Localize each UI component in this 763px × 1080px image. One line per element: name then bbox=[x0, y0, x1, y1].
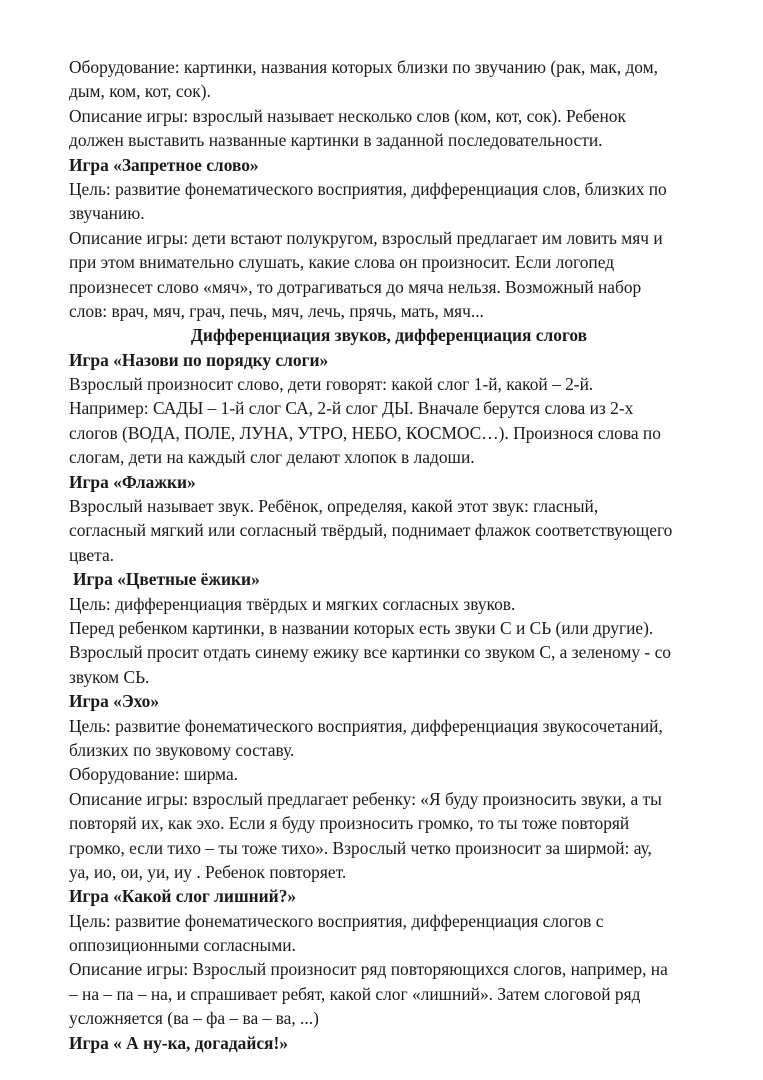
text-line: Например: САДЫ – 1-й слог СА, 2-й слог ДЫ. Вначале берутся слова из 2-х bbox=[69, 398, 634, 419]
text-line: оппозиционными согласными. bbox=[69, 935, 296, 956]
text-line: повторяй их, как эхо. Если я буду произносить громко, то ты тоже повторяй bbox=[69, 813, 630, 834]
text-line: Цель: развитие фонематического восприятия, дифференциация слогов с bbox=[69, 910, 604, 931]
game-heading: Игра «Какой слог лишний?» bbox=[69, 886, 297, 907]
text-line: Цель: развитие фонематического восприятия, дифференциация слов, близких по bbox=[69, 178, 667, 199]
text-line: Оборудование: картинки, названия которых близки по звучанию (рак, мак, дом, bbox=[69, 57, 659, 77]
text-line: произнесет слово «мяч», то дотрагиваться до мяча нельзя. Возможный набор bbox=[69, 276, 642, 297]
game-heading: Игра «Цветные ёжики» bbox=[73, 569, 260, 590]
document-page bbox=[69, 55, 709, 1055]
text-line: громко, если тихо – ты тоже тихо». Взрослый четко произносит за ширмой: ау, bbox=[69, 837, 652, 858]
text-line: слогам, дети на каждый слог делают хлопок в ладоши. bbox=[69, 447, 475, 468]
text-line: звуком СЬ. bbox=[69, 666, 150, 687]
text-line: Взрослый просит отдать синему ежику все картинки со звуком С, а зеленому - со bbox=[69, 642, 671, 663]
text-line: – на – па – на, и спрашивает ребят, какой слог «лишний». Затем слоговой ряд bbox=[69, 983, 641, 1004]
text-line: слов: врач, мяч, грач, печь, мяч, лечь, прячь, мать, мяч... bbox=[69, 300, 484, 321]
text-line: Описание игры: взрослый предлагает ребенку: «Я буду произносить звуки, а ты bbox=[69, 788, 662, 809]
text-line: Цель: развитие фонематического восприятия, дифференциация звукосочетаний, bbox=[69, 715, 663, 736]
game-heading: Игра «Назови по порядку слоги» bbox=[69, 349, 329, 370]
game-heading: Игра «Эхо» bbox=[69, 691, 160, 712]
text-line: Описание игры: взрослый называет несколько слов (ком, кот, сок). Ребенок bbox=[69, 105, 626, 126]
text-line: Взрослый произносит слово, дети говорят: какой слог 1-й, какой – 2-й. bbox=[69, 374, 594, 395]
text-line: цвета. bbox=[69, 544, 115, 565]
game-heading: Игра « А ну-ка, догадайся!» bbox=[69, 1032, 288, 1053]
text-line: слогов (ВОДА, ПОЛЕ, ЛУНА, УТРО, НЕБО, КОСМОС…). Произнося слова по bbox=[69, 422, 661, 443]
text-line: Описание игры: дети встают полукругом, взрослый предлагает им ловить мяч и bbox=[69, 227, 663, 248]
game-heading: Игра «Флажки» bbox=[69, 471, 196, 492]
text-line: должен выставить названные картинки в заданной последовательности. bbox=[69, 130, 603, 151]
text-line: уа, ио, ои, уи, иу . Ребенок повторяет. bbox=[69, 861, 347, 882]
text-line: Перед ребенком картинки, в названии которых есть звуки С и СЬ (или другие). bbox=[69, 617, 654, 638]
text-line: близких по звуковому составу. bbox=[69, 739, 295, 760]
text-line: усложняется (ва – фа – ва – ва, ...) bbox=[69, 1008, 319, 1029]
game-heading: Игра «Запретное слово» bbox=[69, 154, 259, 175]
text-line: Описание игры: Взрослый произносит ряд повторяющихся слогов, например, на bbox=[69, 959, 668, 980]
text-line: Оборудование: ширма. bbox=[69, 764, 239, 785]
text-line: дым, ком, кот, сок). bbox=[69, 81, 211, 102]
text-line: при этом внимательно слушать, какие слова он произносит. Если логопед bbox=[69, 252, 615, 273]
text-line: согласный мягкий или согласный твёрдый, поднимает флажок соответствующего bbox=[69, 520, 673, 541]
text-line: Цель: дифференциация твёрдых и мягких согласных звуков. bbox=[69, 593, 516, 614]
text-line: звучанию. bbox=[69, 203, 145, 224]
section-heading: Дифференциация звуков, дифференциация слогов bbox=[190, 325, 588, 346]
text-line: Взрослый называет звук. Ребёнок, определяя, какой этот звук: гласный, bbox=[69, 496, 599, 517]
